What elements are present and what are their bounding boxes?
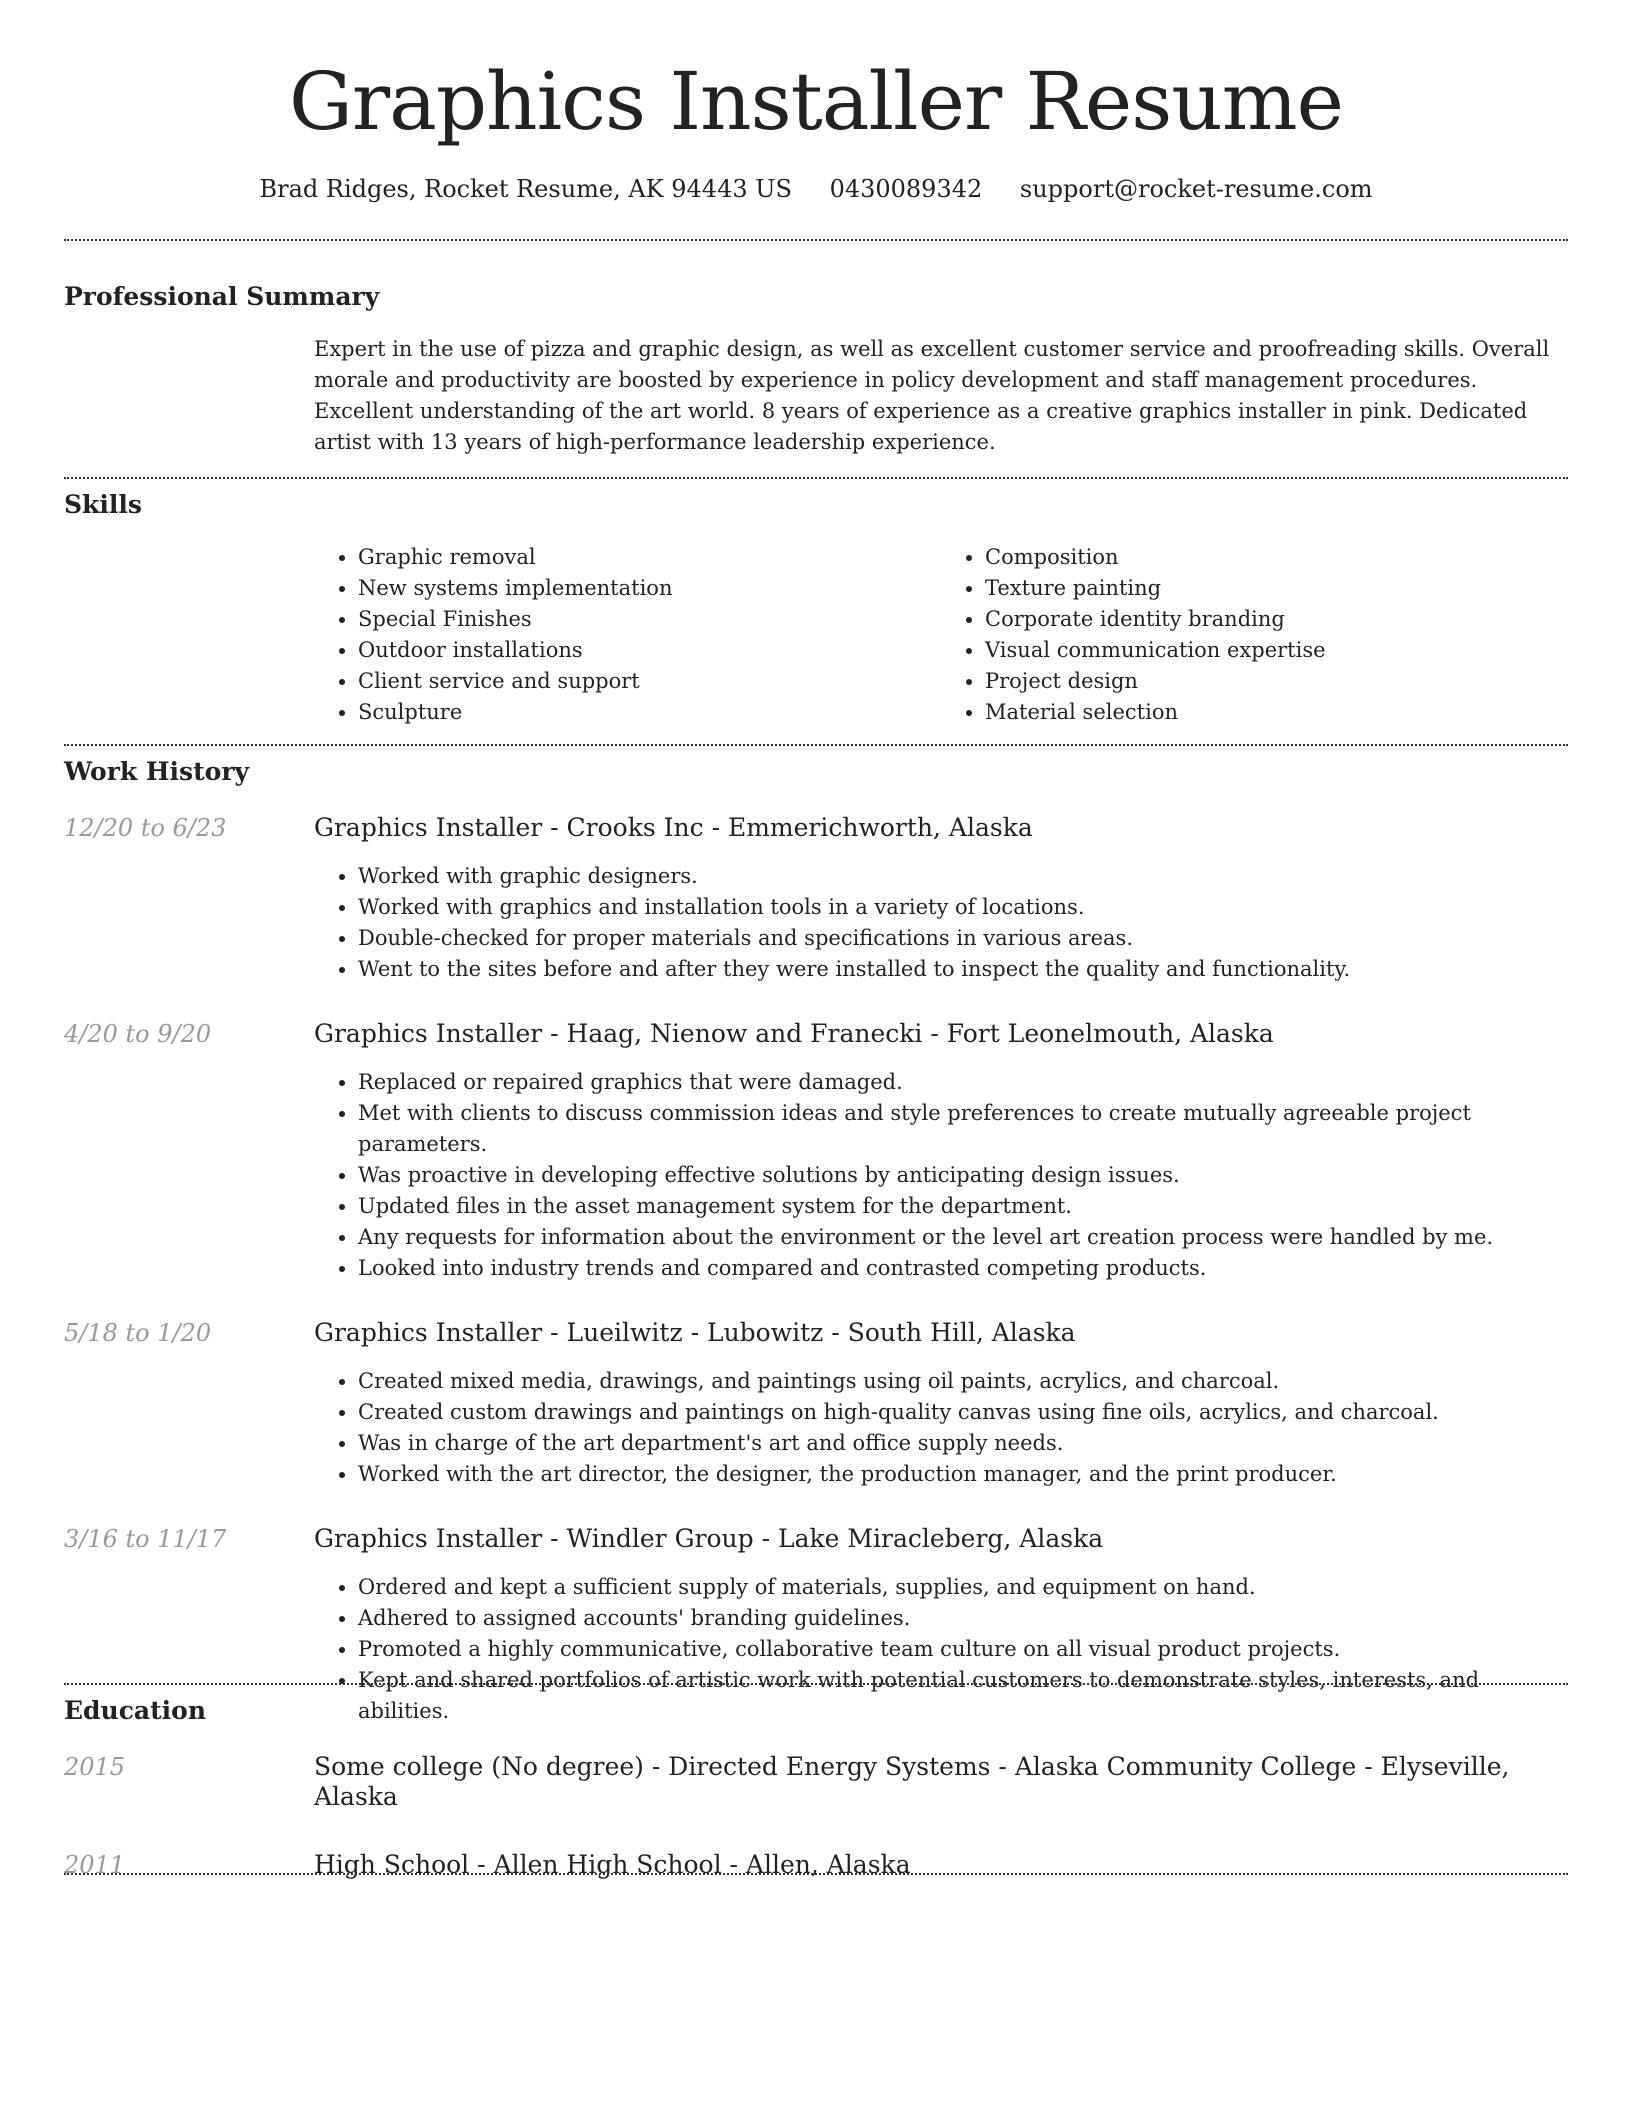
job-bullet: • Was proactive in developing effective solutions by anticipating design issues. xyxy=(358,1160,1568,1191)
job-title: Graphics Installer - Crooks Inc - Emmerichworth, Alaska xyxy=(314,813,1033,842)
skill-item: • Special Finishes xyxy=(358,604,941,635)
job-entry xyxy=(64,1318,1568,1490)
job-bullets xyxy=(314,1366,1568,1490)
section-heading-education: Education xyxy=(64,1696,207,1725)
job-bullet: • Replaced or repaired graphics that were damaged. xyxy=(358,1067,1568,1098)
section-heading-skills: Skills xyxy=(64,490,142,519)
job-bullet: • Looked into industry trends and compared and contrasted competing products. xyxy=(358,1253,1568,1284)
skills-column-left xyxy=(314,542,941,728)
job-bullet: • Promoted a highly communicative, collaborative team culture on all visual product projects. xyxy=(358,1634,1568,1665)
job-header xyxy=(64,1318,1568,1348)
skill-item: • New systems implementation xyxy=(358,573,941,604)
job-bullet: • Adhered to assigned accounts' branding guidelines. xyxy=(358,1603,1568,1634)
contact-phone: 0430089342 xyxy=(829,175,983,203)
skill-item: • Corporate identity branding xyxy=(985,604,1568,635)
skill-item: • Sculpture xyxy=(358,697,941,728)
job-bullet: • Worked with graphics and installation tools in a variety of locations. xyxy=(358,892,1568,923)
job-bullet: • Created custom drawings and paintings on high-quality canvas using fine oils, acrylics, and charcoal. xyxy=(358,1397,1568,1428)
divider xyxy=(64,744,1568,746)
job-bullet: • Kept and shared portfolios of artistic work with potential customers to demonstrate styles, interests, and abilities. xyxy=(358,1665,1568,1727)
job-header xyxy=(64,813,1568,843)
job-entry xyxy=(64,813,1568,985)
section-heading-summary: Professional Summary xyxy=(64,282,380,311)
divider xyxy=(64,1683,1568,1685)
summary-section xyxy=(64,282,1568,458)
education-year: 2015 xyxy=(64,1753,126,1781)
education-year: 2011 xyxy=(64,1851,126,1879)
work-section xyxy=(64,757,1568,1727)
job-dates: 3/16 to 11/17 xyxy=(64,1525,227,1553)
contact-email: support@rocket-resume.com xyxy=(1019,175,1373,203)
education-section xyxy=(64,1696,1568,1918)
skill-item: • Material selection xyxy=(985,697,1568,728)
job-title: Graphics Installer - Windler Group - Lake Miracleberg, Alaska xyxy=(314,1524,1104,1553)
job-list xyxy=(64,813,1568,1727)
job-title: Graphics Installer - Lueilwitz - Lubowitz - South Hill, Alaska xyxy=(314,1318,1076,1347)
skill-item: • Client service and support xyxy=(358,666,941,697)
skills-list xyxy=(314,542,1568,728)
contact-address: Brad Ridges, Rocket Resume, AK 94443 US xyxy=(259,175,792,203)
divider xyxy=(64,239,1568,241)
page-title: Graphics Installer Resume xyxy=(288,55,1344,148)
section-heading-work: Work History xyxy=(64,757,250,786)
education-entry xyxy=(64,1850,1568,1880)
job-bullet: • Created mixed media, drawings, and paintings using oil paints, acrylics, and charcoal. xyxy=(358,1366,1568,1397)
education-title: High School - Allen High School - Allen, Alaska xyxy=(314,1850,911,1879)
job-dates: 5/18 to 1/20 xyxy=(64,1319,212,1347)
job-bullets xyxy=(314,861,1568,985)
job-bullet: • Worked with the art director, the designer, the production manager, and the print producer. xyxy=(358,1459,1568,1490)
skill-item: • Project design xyxy=(985,666,1568,697)
job-bullets xyxy=(314,1067,1568,1284)
contact-line xyxy=(0,174,1632,204)
skill-item: • Outdoor installations xyxy=(358,635,941,666)
summary-text: Expert in the use of pizza and graphic design, as well as excellent customer service and proofreading skills. Overall morale and productivity are boosted by experience in policy development and staff management procedures. Excellent understanding of the art world. 8 years of experience as a creative graphics installer in pink. Dedicated artist with 13 years of high-performance leadership experience. xyxy=(314,337,1550,454)
job-bullet: • Ordered and kept a sufficient supply of materials, supplies, and equipment on hand. xyxy=(358,1572,1568,1603)
skill-item: • Visual communication expertise xyxy=(985,635,1568,666)
job-bullet: • Was in charge of the art department's art and office supply needs. xyxy=(358,1428,1568,1459)
education-list xyxy=(64,1752,1568,1880)
education-entry xyxy=(64,1752,1568,1812)
education-title: Some college (No degree) - Directed Energy Systems - Alaska Community College - Elyseville, Alaska xyxy=(314,1752,1510,1811)
job-title: Graphics Installer - Haag, Nienow and Franecki - Fort Leonelmouth, Alaska xyxy=(314,1019,1274,1048)
skills-column-right xyxy=(941,542,1568,728)
skill-item: • Graphic removal xyxy=(358,542,941,573)
skill-item: • Composition xyxy=(985,542,1568,573)
job-header xyxy=(64,1524,1568,1554)
job-bullet: • Went to the sites before and after they were installed to inspect the quality and functionality. xyxy=(358,954,1568,985)
skill-item: • Texture painting xyxy=(985,573,1568,604)
job-bullet: • Worked with graphic designers. xyxy=(358,861,1568,892)
job-dates: 4/20 to 9/20 xyxy=(64,1020,212,1048)
skills-section xyxy=(64,490,1568,728)
job-bullet: • Updated files in the asset management system for the department. xyxy=(358,1191,1568,1222)
divider xyxy=(64,477,1568,479)
job-bullet: • Any requests for information about the environment or the level art creation process were handled by me. xyxy=(358,1222,1568,1253)
job-bullet: • Met with clients to discuss commission ideas and style preferences to create mutually agreeable project parameters. xyxy=(358,1098,1568,1160)
divider xyxy=(64,1873,1568,1875)
job-entry xyxy=(64,1019,1568,1284)
job-dates: 12/20 to 6/23 xyxy=(64,814,227,842)
job-header xyxy=(64,1019,1568,1049)
job-bullet: • Double-checked for proper materials and specifications in various areas. xyxy=(358,923,1568,954)
